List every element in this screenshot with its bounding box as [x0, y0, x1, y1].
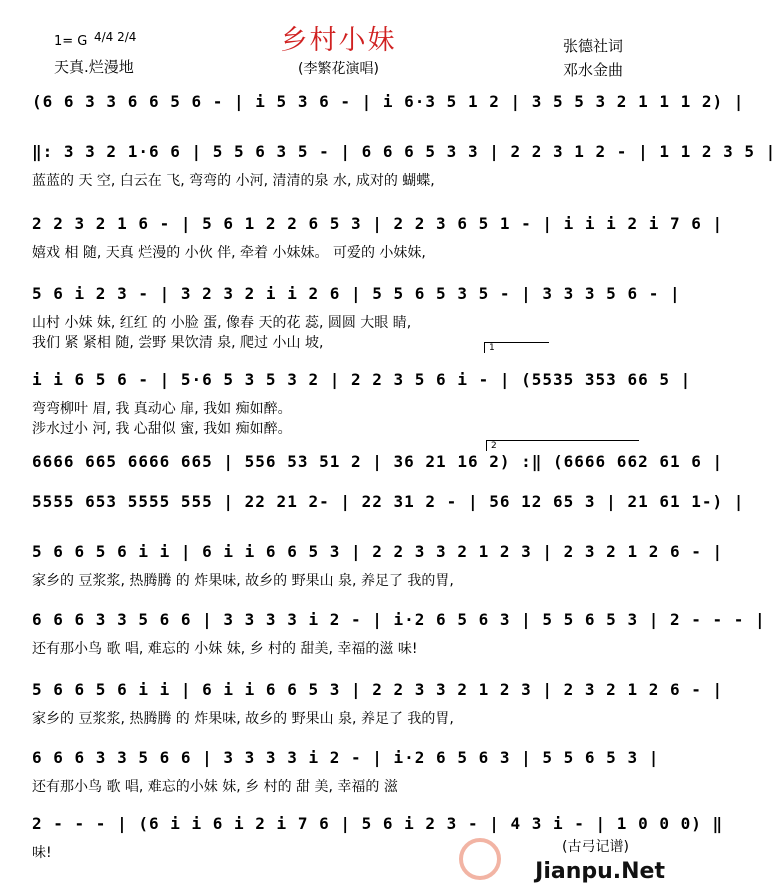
- lyric-line: 我们 紧 紧相 随, 尝野 果饮清 泉, 爬过 小山 坡,: [32, 335, 324, 351]
- transcriber-credit: (古弓记谱): [562, 839, 629, 855]
- lyricist: 张德社词: [562, 37, 623, 55]
- key-signature: 1= G: [54, 34, 88, 49]
- notation-line: 2 - - - | (6 i i 6 i 2 i 7 6 | 5 6 i 2 3 - | 4 3 i - | 1 0 0 0) ‖: [32, 814, 724, 833]
- watermark-site: Jianpu.Net: [535, 859, 665, 884]
- credits: [563, 34, 623, 82]
- singer-credit: (李繁花演唱): [298, 61, 379, 77]
- notation-line: 5 6 6 5 6 i i | 6 i i 6 6 5 3 | 2 2 3 3 2 1 2 3 | 2 3 2 1 2 6 - |: [32, 542, 724, 561]
- notation-line: 5 6 i 2 3 - | 3 2 3 2 i i 2 6 | 5 5 6 5 3 5 - | 3 3 3 5 6 - |: [32, 284, 681, 303]
- volta-bracket-1: 1: [484, 342, 549, 353]
- notation-line: 5 6 6 5 6 i i | 6 i i 6 6 5 3 | 2 2 3 3 2 1 2 3 | 2 3 2 1 2 6 - |: [32, 680, 724, 699]
- notation-line: 5555 653 5555 555 | 22 21 2- | 22 31 2 - | 56 12 65 3 | 21 61 1-) |: [32, 492, 745, 511]
- lyric-line: 味!: [32, 845, 52, 861]
- lyric-line: 家乡的 豆浆浆, 热腾腾 的 炸果味, 故乡的 野果山 泉, 养足了 我的胃,: [32, 573, 454, 589]
- lyric-line: 还有那小鸟 歌 唱, 难忘的小妹 妹, 乡 村的 甜 美, 幸福的 滋: [32, 779, 398, 795]
- notation-line: (6 6 3 3 6 6 5 6 - | i 5 3 6 - | i 6·3 5 1 2 | 3 5 5 3 2 1 1 1 2) |: [32, 92, 745, 111]
- lyric-line: 弯弯柳叶 眉, 我 真动心 扉, 我如 痴如醉。: [32, 401, 292, 417]
- lyric-line: 还有那小鸟 歌 唱, 难忘的 小妹 妹, 乡 村的 甜美, 幸福的滋 味!: [32, 641, 418, 657]
- notation-line: 6 6 6 3 3 5 6 6 | 3 3 3 3 i 2 - | i·2 6 5 6 3 | 5 5 6 5 3 | 2 - - - |: [32, 610, 766, 629]
- site-logo-icon: [459, 838, 501, 880]
- lyric-line: 蓝蓝的 天 空, 白云在 飞, 弯弯的 小河, 清清的泉 水, 成对的 蝴蝶,: [32, 173, 435, 189]
- song-title: 乡村小妹: [280, 25, 397, 56]
- volta-bracket-2: 2: [486, 440, 639, 451]
- tempo-marking: 天真.烂漫地: [54, 58, 134, 76]
- lyric-line: 家乡的 豆浆浆, 热腾腾 的 炸果味, 故乡的 野果山 泉, 养足了 我的胃,: [32, 711, 454, 727]
- notation-line: 2 2 3 2 1 6 - | 5 6 1 2 2 6 5 3 | 2 2 3 6 5 1 - | i i i 2 i 7 6 |: [32, 214, 724, 233]
- time-signature: 4/4 2/4: [94, 30, 137, 44]
- lyric-line: 山村 小妹 妹, 红红 的 小脸 蛋, 像春 天的花 蕊, 圆圆 大眼 睛,: [32, 315, 412, 331]
- composer: 邓水金曲: [562, 61, 623, 79]
- notation-line: 6 6 6 3 3 5 6 6 | 3 3 3 3 i 2 - | i·2 6 5 6 3 | 5 5 6 5 3 |: [32, 748, 660, 767]
- lyric-line: 涉水过小 河, 我 心甜似 蜜, 我如 痴如醉。: [32, 421, 292, 437]
- notation-line: i i 6 5 6 - | 5·6 5 3 5 3 2 | 2 2 3 5 6 i - | (5535 353 66 5 |: [32, 370, 692, 389]
- lyric-line: 嬉戏 相 随, 天真 烂漫的 小伙 伴, 牵着 小妹妹。 可爱的 小妹妹,: [32, 245, 426, 261]
- notation-line: ‖: 3 3 2 1·6 6 | 5 5 6 3 5 - | 6 6 6 5 3 3 | 2 2 3 1 2 - | 1 1 2 3 5 |: [32, 142, 776, 161]
- notation-line: 6666 665 6666 665 | 556 53 51 2 | 36 21 16 2) :‖ (6666 662 61 6 |: [32, 452, 724, 471]
- watermark: [535, 859, 665, 884]
